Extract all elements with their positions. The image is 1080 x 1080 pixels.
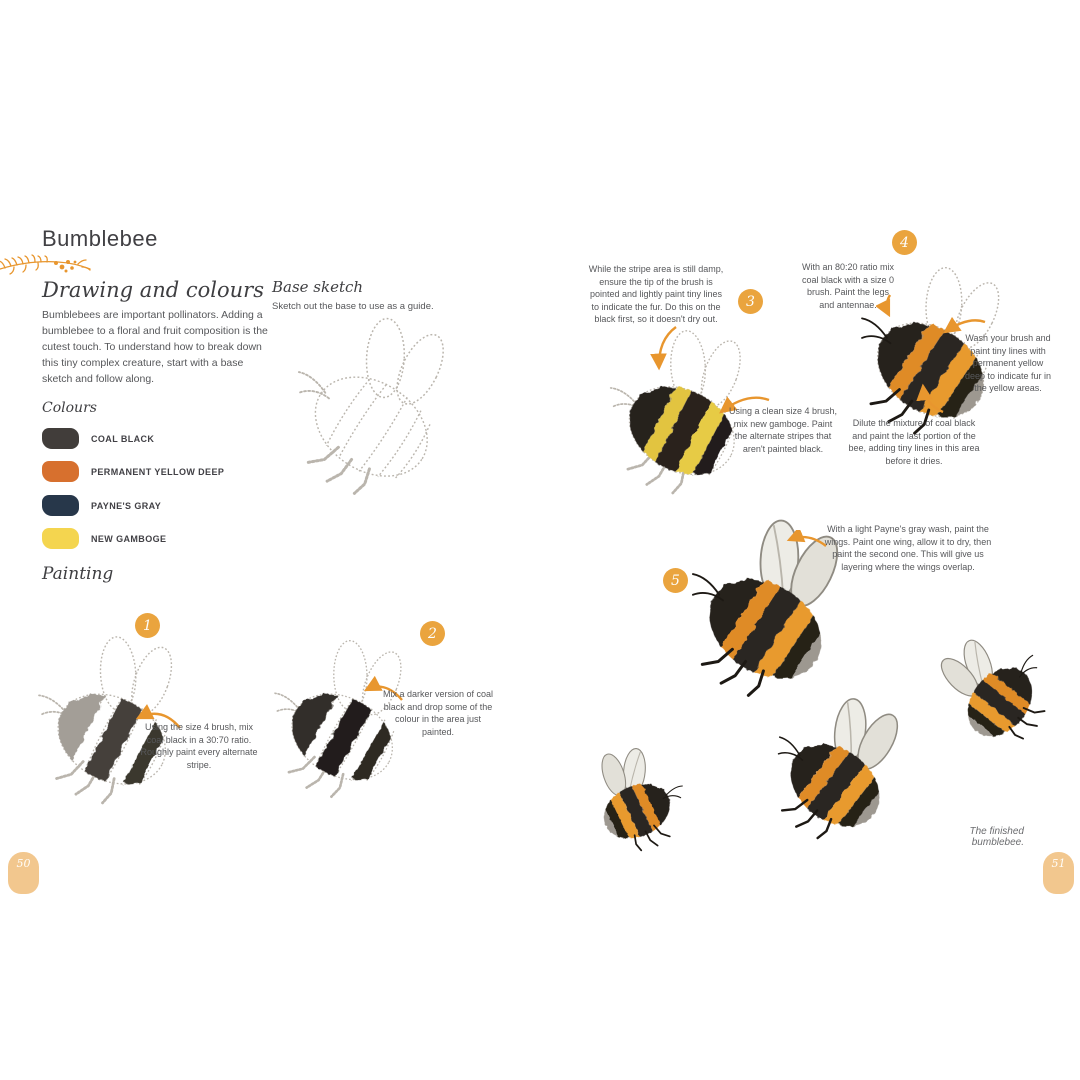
step-badge-1: 1 <box>135 613 160 638</box>
bee-finished-small-illustration <box>575 735 698 862</box>
section-heading-painting: Painting <box>42 564 114 584</box>
colour-swatch <box>42 495 79 516</box>
base-sketch-caption: Sketch out the base to use as a guide. <box>272 301 434 312</box>
bee-base-sketch-illustration <box>282 306 470 504</box>
step2-caption: Mix a darker version of coal black and drop some of the colour in the area just painted. <box>382 689 494 737</box>
section-heading-colours: Colours <box>42 400 97 416</box>
colour-swatch <box>42 528 79 549</box>
intro-text: Bumblebees are important pollinators. Adding a bumblebee to a floral and fruit composition is the cutest touch. To understand how to break down this tiny complex creature, start with a base sketch and follow along. <box>42 309 268 385</box>
colour-swatch <box>42 461 79 482</box>
colour-swatch <box>42 428 79 449</box>
page-tab-right <box>1043 852 1074 894</box>
colour-label: COAL BLACK <box>91 433 155 444</box>
step4-caption-bottom: Dilute the mixture of coal black and paint the last portion of the bee, adding tiny lines in this area before it dries. <box>848 418 980 466</box>
colour-label: NEW GAMBOGE <box>91 533 167 544</box>
swatch-row <box>42 428 154 449</box>
step-badge-2: 2 <box>420 621 445 646</box>
step4-caption-right: Wash your brush and paint tiny lines with permanent yellow deep to indicate fur in the yellow areas. <box>964 333 1052 394</box>
step3-caption-top: While the stripe area is still damp, ensure the tip of the brush is pointed and lightly paint tiny lines to indicate the fur. Do this on the black first, so it doesn't dry out. <box>588 264 724 325</box>
page-title: Bumblebee <box>42 226 158 251</box>
section-heading-drawing: Drawing and colours <box>42 278 264 302</box>
branch-ornament-icon <box>0 254 92 278</box>
step3-caption-side: Using a clean size 4 brush, mix new gamboge. Paint the alternate stripes that aren't painted black. <box>728 406 838 454</box>
step1-caption: Using the size 4 brush, mix coal black in a 30:70 ratio. Roughly paint every alternate stripe. <box>140 722 258 770</box>
swatch-row <box>42 495 161 516</box>
page-tab-left <box>8 852 39 894</box>
colour-label: PERMANENT YELLOW DEEP <box>91 466 225 477</box>
step5-caption: With a light Payne's gray wash, paint the wings. Paint one wing, allow it to dry, then paint the second one. This will give us layering where the wings overlap. <box>824 524 992 572</box>
arrow-step4-up-icon <box>913 380 951 416</box>
step-badge-4: 4 <box>892 230 917 255</box>
bee-finished-medium-illustration <box>759 683 922 853</box>
swatch-row <box>42 461 224 482</box>
arrow-step4-down-icon <box>876 292 902 320</box>
arrow-step3-down-icon <box>640 322 685 378</box>
step4-caption-left: With an 80:20 ratio mix coal black with a size 0 brush. Paint the legs and antennae. <box>801 262 895 310</box>
step-badge-3: 3 <box>738 289 763 314</box>
step-badge-5: 5 <box>663 568 688 593</box>
swatch-row <box>42 528 166 549</box>
page-number-right: 51 <box>1051 857 1066 870</box>
bee-finished-right-illustration <box>918 613 1069 767</box>
finished-caption: The finished bumblebee. <box>969 826 1024 848</box>
base-sketch-heading: Base sketch <box>272 278 364 296</box>
page-number-left: 50 <box>16 857 31 870</box>
colour-label: PAYNE'S GRAY <box>91 500 162 511</box>
